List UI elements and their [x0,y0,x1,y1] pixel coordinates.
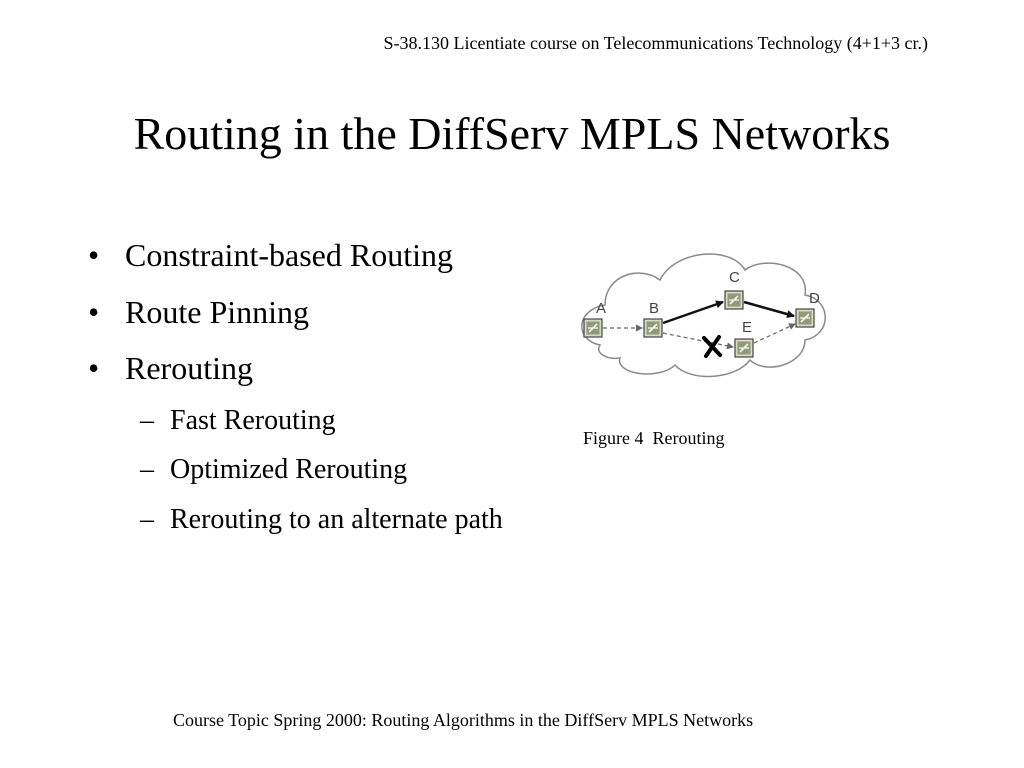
node-label-c: C [729,269,740,286]
sub-bullet-marker: – [140,405,154,436]
link-failure-x-icon [704,337,720,356]
sub-bullet-alternate-path: Rerouting to an alternate path [170,504,503,535]
bullet-route-pinning: Route Pinning [125,294,310,330]
node-label-b: B [649,300,660,317]
link-b-e [663,333,733,347]
rerouting-diagram [570,240,840,390]
link-e-d [754,324,795,343]
link-c-d [744,302,794,316]
sub-bullet-optimized-rerouting: Optimized Rerouting [170,454,408,485]
router-d-icon [796,309,814,327]
bullet-rerouting: Rerouting [125,350,253,386]
course-footer: Course Topic Spring 2000: Routing Algorithms in the DiffServ MPLS Networks [173,710,754,730]
sub-bullet-marker: – [140,504,154,535]
router-c-icon [725,291,743,309]
bullet-marker: • [88,294,100,330]
bullet-marker: • [88,350,100,386]
router-a-icon [584,319,602,337]
link-b-c [663,302,723,323]
slide-title: Routing in the DiffServ MPLS Networks [133,108,891,159]
bullet-constraint-based-routing: Constraint-based Routing [125,237,453,273]
node-label-a: A [596,300,607,317]
figure-caption: Figure 4 Rerouting [583,428,725,448]
sub-bullet-fast-rerouting: Fast Rerouting [170,405,336,436]
node-label-d: D [809,290,820,307]
bullet-marker: • [88,237,100,273]
router-b-icon [644,319,662,337]
sub-bullet-marker: – [140,454,154,485]
course-header: S-38.130 Licentiate course on Telecommunications Technology (4+1+3 cr.) [383,33,928,53]
router-e-icon [735,339,753,357]
node-label-e: E [742,319,753,336]
